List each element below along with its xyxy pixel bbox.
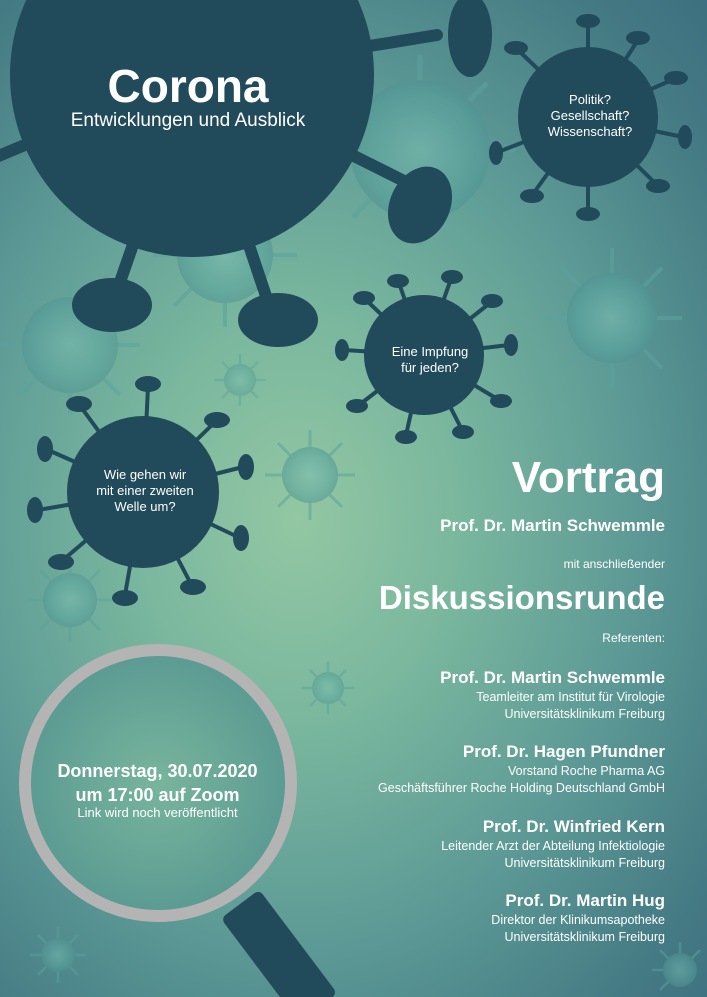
- event-date: Donnerstag, 30.07.2020: [57, 761, 258, 781]
- referent-name: Prof. Dr. Winfried Kern: [482, 817, 665, 836]
- talk-speaker: Prof. Dr. Martin Schwemmle: [440, 516, 665, 535]
- bubble-topics: [530, 92, 650, 140]
- discussion-heading: Diskussionsrunde: [378, 579, 665, 616]
- bg-virus-6: [214, 354, 266, 406]
- magnifier: [25, 650, 337, 997]
- bubble-second-wave-line: mit einer zweiten: [96, 483, 194, 498]
- bubble-topics-line: Gesellschaft?: [550, 108, 630, 123]
- referent-role: Teamleiter am Institut für Virologie: [476, 690, 665, 704]
- bubble-second-wave-line: Welle um?: [114, 499, 176, 514]
- referent: [441, 816, 665, 872]
- referent: [491, 890, 665, 946]
- referent-name: Prof. Dr. Martin Schwemmle: [440, 668, 665, 687]
- bubble-topics-line: Wissenschaft?: [547, 124, 633, 139]
- bubble-vaccine-line: für jeden?: [401, 360, 459, 375]
- referent-affiliation: Universitätsklinikum Freiburg: [504, 856, 665, 870]
- referent-name: Prof. Dr. Martin Hug: [505, 891, 665, 910]
- bg-virus-8: [302, 662, 354, 714]
- bg-virus-4: [542, 248, 682, 388]
- bubble-second-wave-line: Wie gehen wir: [103, 467, 187, 482]
- event-note: Link wird noch veröffentlicht: [77, 805, 238, 820]
- referent-role: Leitender Arzt der Abteilung Infektiologie: [441, 839, 665, 853]
- referents-label: Referenten:: [602, 631, 665, 645]
- event-time: um 17:00 auf Zoom: [75, 785, 240, 805]
- referent-role: Vorstand Roche Pharma AG: [507, 764, 665, 778]
- referent: [440, 667, 665, 723]
- referent-role: Direktor der Klinikumsapotheke: [491, 913, 665, 927]
- bubble-vaccine-line: Eine Impfung: [391, 344, 469, 359]
- referent: [378, 741, 665, 797]
- bg-virus-7: [28, 558, 112, 642]
- referent-affiliation: Universitätsklinikum Freiburg: [504, 930, 665, 944]
- page-subtitle: Entwicklungen und Ausblick: [70, 110, 306, 131]
- page-title: Corona: [107, 60, 269, 112]
- bubble-second-wave: [80, 467, 210, 515]
- bg-virus-5: [265, 430, 355, 520]
- bg-virus-10: [652, 942, 700, 990]
- referent-affiliation: Geschäftsführer Roche Holding Deutschland GmbH: [378, 781, 665, 795]
- bg-virus-9: [30, 927, 86, 983]
- referent-affiliation: Universitätsklinikum Freiburg: [504, 707, 665, 721]
- bubble-vaccine: [360, 344, 500, 376]
- talk-heading: Vortrag: [511, 453, 665, 502]
- bubble-topics-line: Politik?: [569, 92, 611, 107]
- referent-name: Prof. Dr. Hagen Pfundner: [462, 742, 665, 761]
- talk-connector: mit anschließender: [563, 557, 665, 571]
